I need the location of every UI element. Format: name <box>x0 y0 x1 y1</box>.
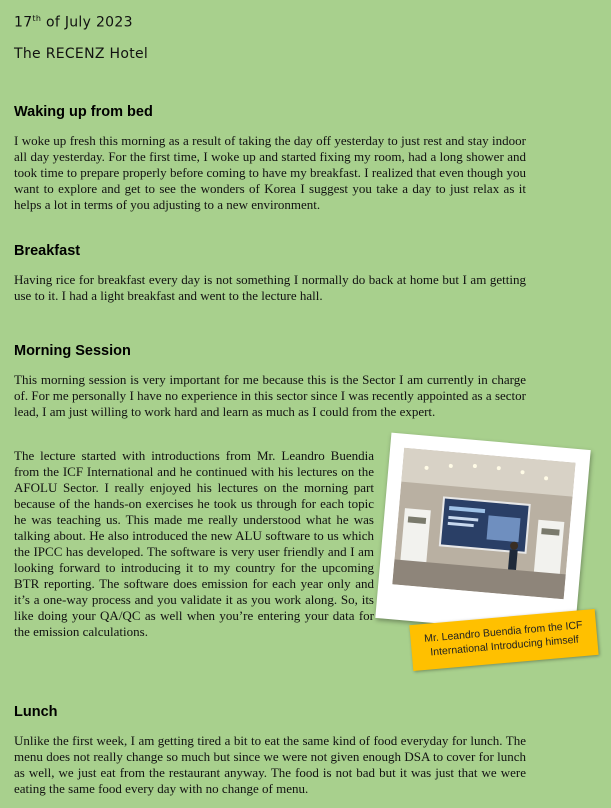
heading-morning-session: Morning Session <box>14 343 131 359</box>
paragraph-waking-up: I woke up fresh this morning as a result of taking the day off yesterday to just rest and stay indoor all day yesterday. For the first time, I woke up and started fixing my room, had a long shower and took time to prepare properly before coming to have my breakfast. I realized that even though you want to explore and get to see the wonders of Korea I suggest you take a day to just relax as it helps a lot in terms of you adjusting to a new environment. <box>14 133 526 212</box>
photo-caption: Mr. Leandro Buendia from the ICF International Introducing himself <box>409 609 598 671</box>
date-suffix: th <box>32 14 42 23</box>
diary-location: The RECENZ Hotel <box>14 46 149 62</box>
heading-lunch: Lunch <box>14 704 58 720</box>
date-day: 17 <box>14 14 33 31</box>
paragraph-morning-session-2: The lecture started with introductions from Mr. Leandro Buendia from the ICF International and he continued with his lectures on the AFOLU Sector. I really enjoyed his lectures on the morning part because of the hands-on exercises he took us through for each topic he was teaching us. This made me really understood what he was talking about. He also introduced the new ALU software to us which the IPCC has developed. The software is very user friendly and I am looking forward to introducing it to my country for the upcoming BTR reporting. The software does emission for each year only and it’s a one-way process and you validate it as you work along. So, its like doing your QA/QC as well when you’re entering your data for the emission calculations. <box>14 448 374 639</box>
paragraph-morning-session-1: This morning session is very important for me because this is the Sector I am currently in charge of. For me personally I have no experience in this sector since I was recently appointed as a sector lead, I am just willing to work hard and learn as much as I could from the expert. <box>14 372 526 419</box>
paragraph-breakfast: Having rice for breakfast every day is not something I normally do back at home but I am getting use to it. I had a light breakfast and went to the lecture hall. <box>14 272 526 303</box>
heading-breakfast: Breakfast <box>14 243 81 259</box>
date-rest: of July 2023 <box>41 14 133 31</box>
heading-waking-up: Waking up from bed <box>14 104 153 120</box>
lecture-photo-image <box>392 448 575 599</box>
lecture-photo <box>375 433 590 636</box>
diary-date <box>14 14 133 31</box>
paragraph-lunch: Unlike the first week, I am getting tired a bit to eat the same kind of food everyday for lunch. The menu does not really change so much but since we were not given enough DSA to cover for lunch as well, we just eat from the restaurant anyway. The food is not bad but it was just that we were eating the same food every day with no change of menu. <box>14 733 526 796</box>
